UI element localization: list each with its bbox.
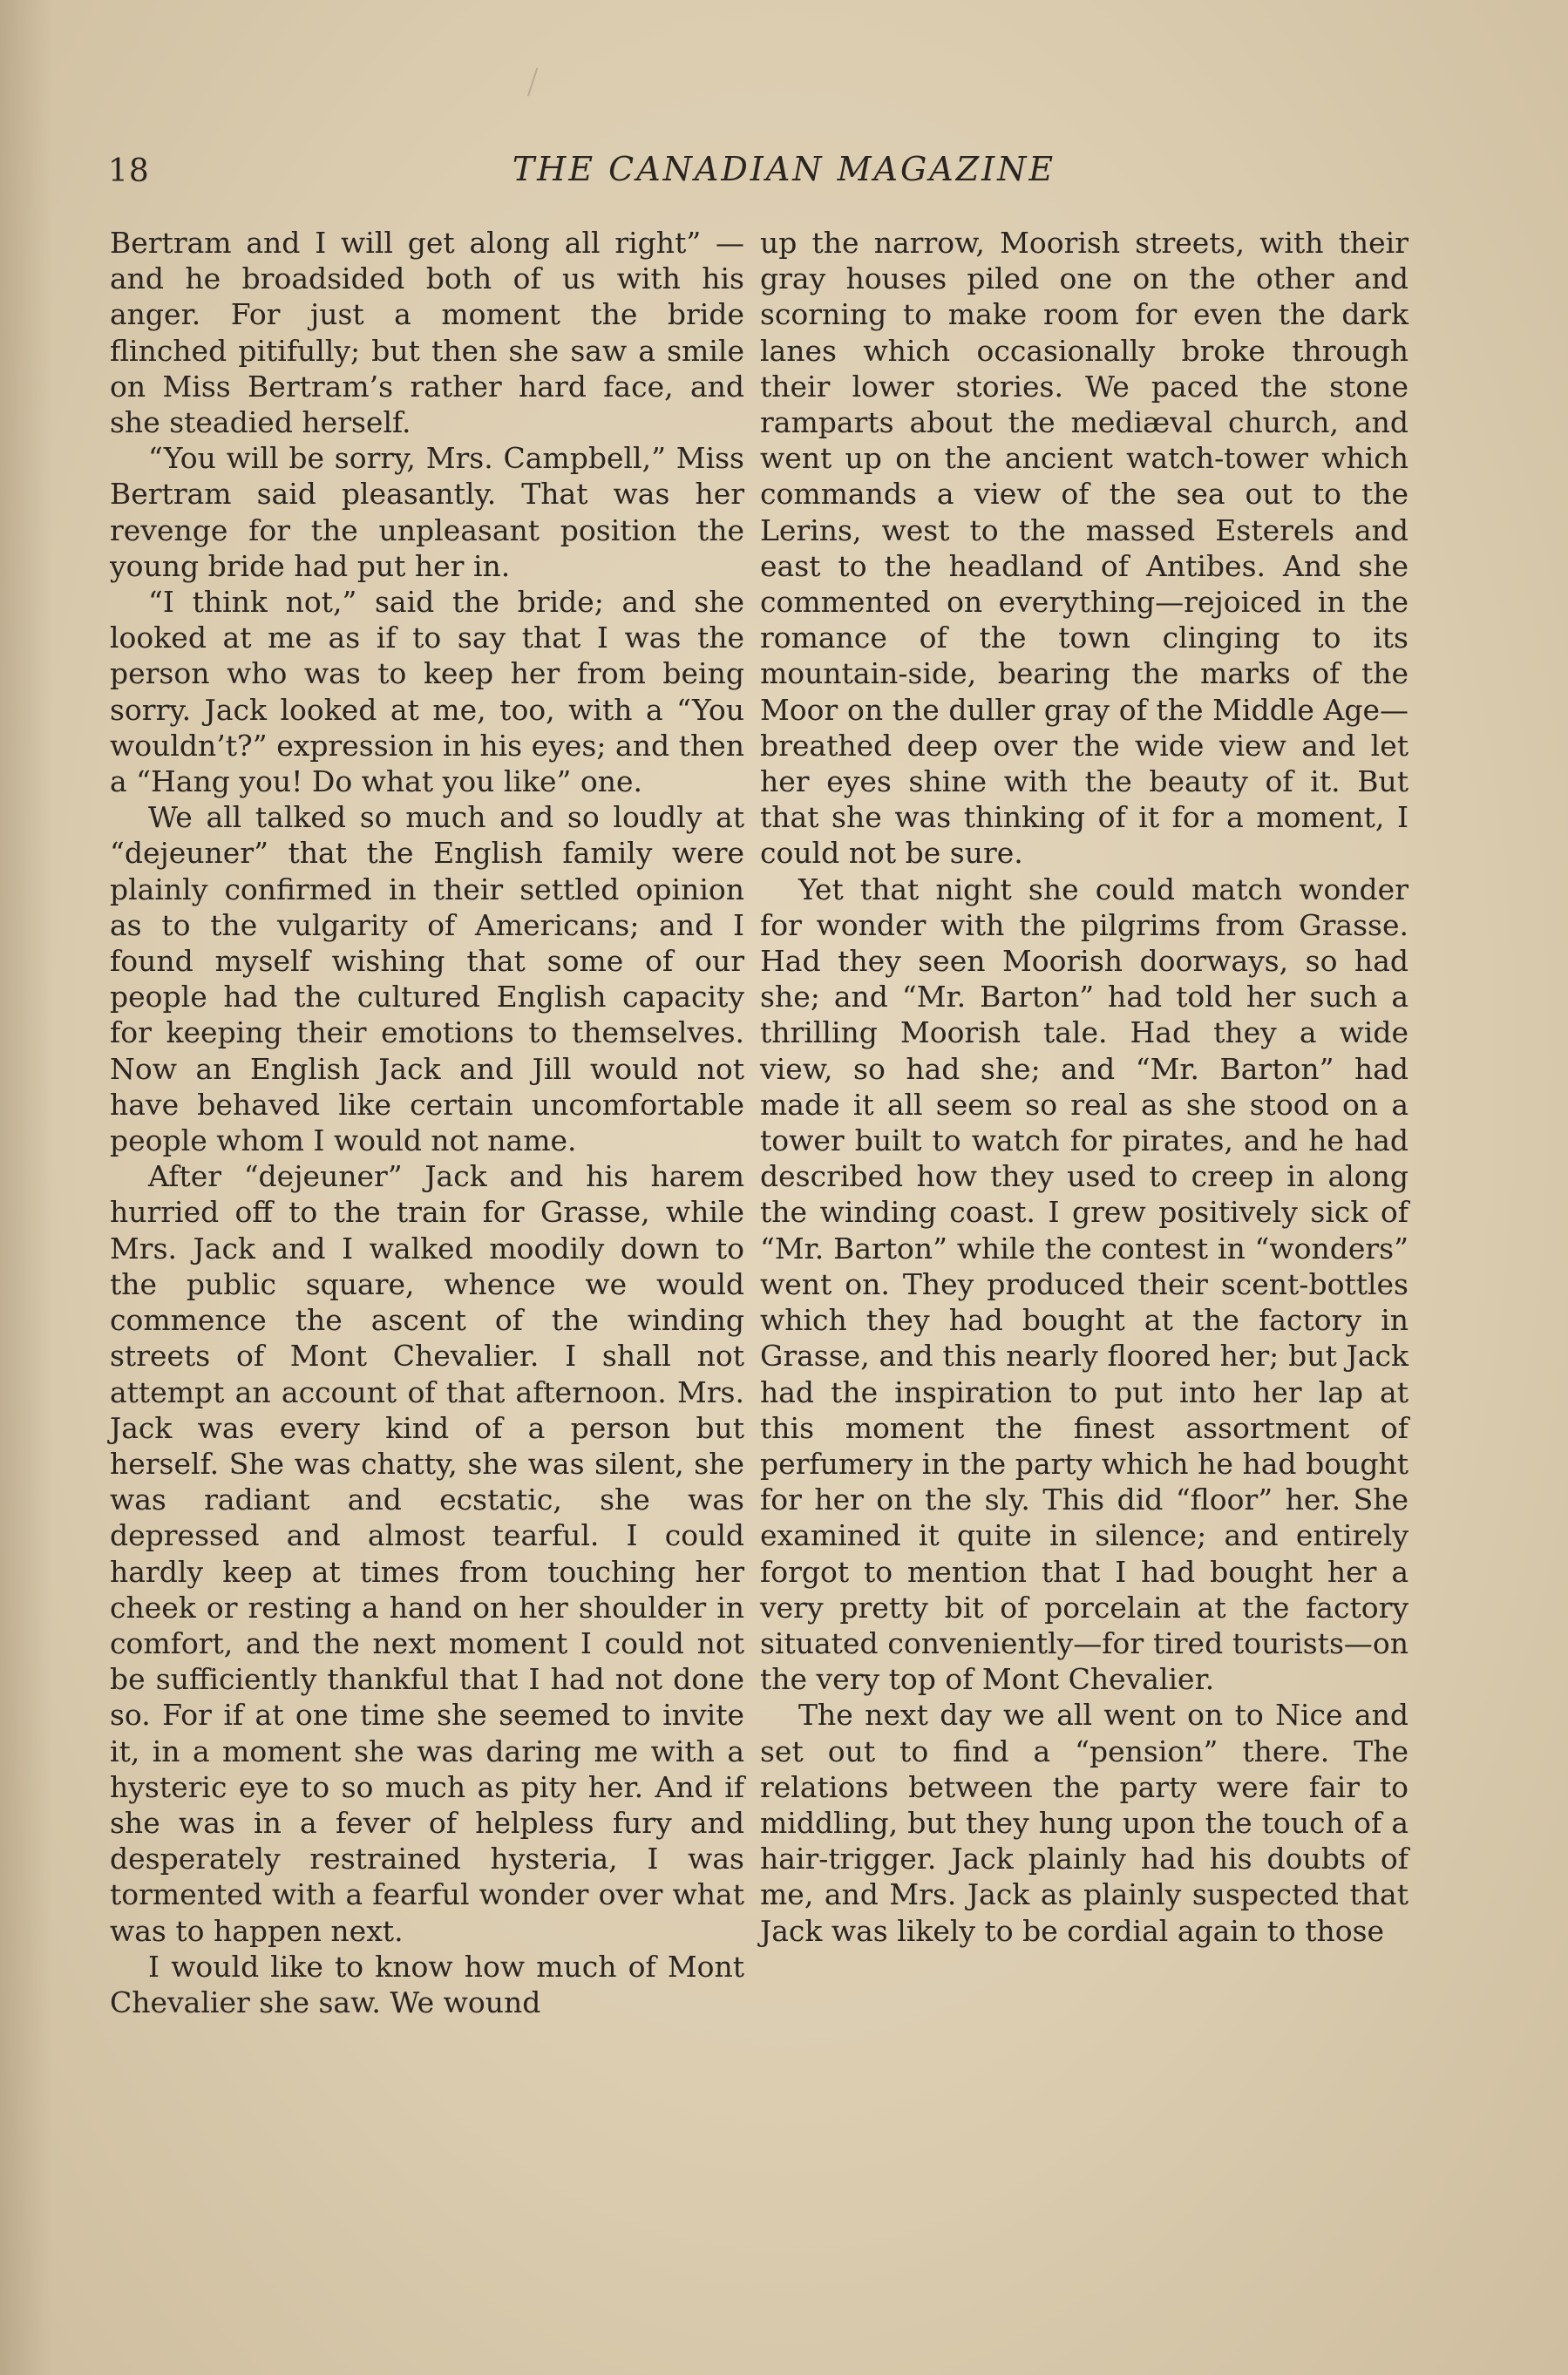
running-head: THE CANADIAN MAGAZINE (512, 150, 1056, 188)
paragraph: We all talked so much and so loudly at “dejeuner” that the English family were plainly confirmed in their settled opinion as to the vulgarity of Americans; and I found myself wishing that some of our people had the cultured English capacity for keeping their emotions to themselves. Now an English Jack and Jill would not have behaved like certain uncomfortable people whom I would not name. (110, 800, 744, 1158)
left-column (110, 225, 744, 2020)
right-column (760, 225, 1408, 1949)
paragraph: After “dejeuner” Jack and his harem hurried off to the train for Grasse, while Mrs. Jack and I walked moodily down to the public square, whence we would commence the ascent of the winding streets of Mont Chevalier. I shall not attempt an account of that afternoon. Mrs. Jack was every kind of a person but herself. She was chatty, she was silent, she was radiant and ecstatic, she was depressed and almost tearful. I could hardly keep at times from touching her cheek or resting a hand on her shoulder in comfort, and the next moment I could not be sufficiently thankful that I had not done so. For if at one time she seemed to invite it, in a moment she was daring me with a hysteric eye to so much as pity her. And if she was in a fever of helpless fury and desperately restrained hysteria, I was tormented with a fearful wonder over what was to happen next. (110, 1159, 744, 1948)
page-number: 18 (108, 153, 150, 189)
pencil-mark (527, 68, 543, 98)
paragraph: I would like to know how much of Mont Chevalier she saw. We wound (110, 1949, 744, 2019)
paragraph: Yet that night she could match wonder for wonder with the pilgrims from Grasse. Had they seen Moorish doorways, so had she; and “Mr. Barton” had told her such a thrilling Moorish tale. Had they a wide view, so had she; and “Mr. Barton” had made it all seem so real as she stood on a tower built to watch for pirates, and he had described how they used to creep in along the winding coast. I grew positively sick of “Mr. Barton” while the contest in “wonders” went on. They produced their scent-bottles which they had bought at the factory in Grasse, and this nearly floored her; but Jack had the inspiration to put into her lap at this moment the finest assortment of perfumery in the party which he had bought for her on the sly. This did “floor” her. She examined it quite in silence; and entirely forgot to mention that I had bought her a very pretty bit of porcelain at the factory situated conveniently—for tired tourists—on the very top of Mont Chevalier. (760, 872, 1408, 1697)
paragraph: Bertram and I will get along all right” —and he broadsided both of us with his anger. For just a moment the bride flinched pitifully; but then she saw a smile on Miss Bertram’s rather hard face, and she steadied herself. (110, 226, 744, 440)
paragraph: up the narrow, Moorish streets, with their gray houses piled one on the other and scorning to make room for even the dark lanes which occasionally broke through their lower stories. We paced the stone ramparts about the mediæval church, and went up on the ancient watch-tower which commands a view of the sea out to the Lerins, west to the massed Esterels and east to the headland of Antibes. And she commented on everything—rejoiced in the romance of the town clinging to its mountain-side, bearing the marks of the Moor on the duller gray of the Middle Age—breathed deep over the wide view and let her eyes shine with the beauty of it. But that she was thinking of it for a moment, I could not be sure. (760, 226, 1408, 871)
paragraph: The next day we all went on to Nice and set out to find a “pension” there. The relations between the party were fair to middling, but they hung upon the touch of a hair-trigger. Jack plainly had his doubts of me, and Mrs. Jack as plainly suspected that Jack was likely to be cordial again to those (760, 1698, 1408, 1948)
paragraph: “You will be sorry, Mrs. Campbell,” Miss Bertram said pleasantly. That was her revenge for the unpleasant position the young bride had put her in. (110, 441, 744, 583)
binding-shadow (0, 0, 52, 2375)
paragraph: “I think not,” said the bride; and she looked at me as if to say that I was the person who was to keep her from being sorry. Jack looked at me, too, with a “You wouldn’t?” expression in his eyes; and then a “Hang you! Do what you like” one. (110, 585, 744, 799)
